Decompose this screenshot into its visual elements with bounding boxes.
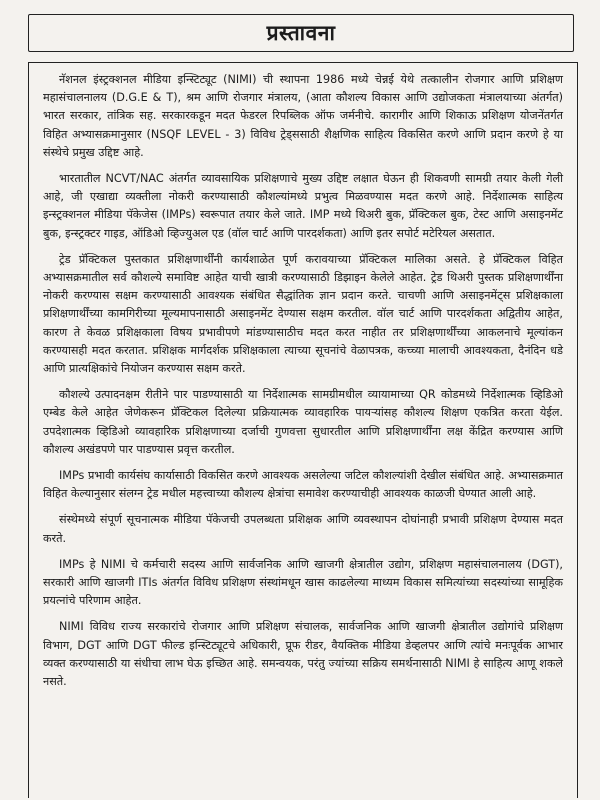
paragraph: IMPs हे NIMI चे कर्मचारी सदस्य आणि सार्वजनिक आणि खाजगी क्षेत्रातील उद्योग, प्रशिक्षण महासंचालनालय (DGT), सरकारी आणि खाजगी ITIs अंतर्गत विविध प्रशिक्षण संस्थांमधून खास काढलेल्या माध्यम विकास समित्यांच्या सदस्यांच्या सामूहिक प्रयत्नांचे परिणाम आहेत. bbox=[43, 557, 563, 608]
paragraph: ट्रेड प्रॅक्टिकल पुस्तकात प्रशिक्षणार्थींनी कार्यशाळेत पूर्ण करावयाच्या प्रॅक्टिकल मालिका असते. हे प्रॅक्टिकल विहित अभ्यासक्रमातील सर्व कौशल्ये समाविष्ट आहेत याची खात्री करण्यासाठी डिझाइन केलेले आहेत. ट्रेड थिअरी पुस्तक प्रशिक्षणार्थींना नोकरी करण्यास सक्षम करण्यासाठी आवश्यक संबंधित सैद्धांतिक ज्ञान प्रदान करते. चाचणी आणि असाइनमेंट्स प्रशिक्षकाला प्रशिक्षणार्थींच्या कामगिरीच्या मूल्यमापनासाठी असाइनमेंट देण्यास सक्षम करतील. वॉल चार्ट आणि पारदर्शकता अद्वितीय आहेत, कारण ते केवळ प्रशिक्षकाला विषय प्रभावीपणे मांडण्यासाठीच मदत करत नाहीत तर प्रशिक्षणार्थींच्या आकलनाचे मूल्यांकन करण्यासही मदत करतात. प्रशिक्षक मार्गदर्शक प्रशिक्षकाला त्याच्या सूचनांचे वेळापत्रक, कच्च्या मालाची आवश्यकता, दैनंदिन धडे आणि प्रात्यक्षिकांचे नियोजन करण्यास सक्षम करते. bbox=[43, 252, 563, 376]
paragraph: IMPs प्रभावी कार्यसंघ कार्यासाठी विकसित करणे आवश्यक असलेल्या जटिल कौशल्यांशी देखील संबंधित आहे. अभ्यासक्रमात विहित केल्यानुसार संलग्न ट्रेड मधील महत्त्वाच्या कौशल्य क्षेत्रांचा समावेश करण्याचीही आवश्यक काळजी घेण्यात आली आहे. bbox=[43, 469, 563, 501]
paragraph: कौशल्ये उत्पादनक्षम रीतीने पार पाडण्यासाठी या निर्देशात्मक सामग्रीमधील व्यायामाच्या QR कोडमध्ये निर्देशात्मक व्हिडिओ एम्बेड केले आहेत जेणेकरून प्रॅक्टिकल दिलेल्या प्रक्रियात्मक व्यावहारिक पायऱ्यांसह कौशल्य शिक्षण एकत्रित करता येईल. उपदेशात्मक व्हिडिओ व्यावहारिक प्रशिक्षणाच्या दर्जाची गुणवत्ता सुधारतील आणि प्रशिक्षणार्थींना लक्ष केंद्रित करण्यास आणि कौशल्य अखंडपणे पार पाडण्यास प्रवृत्त करतील. bbox=[43, 388, 563, 456]
page-title: प्रस्तावना bbox=[266, 21, 336, 45]
title-box bbox=[28, 14, 574, 52]
paragraph: NIMI विविध राज्य सरकारांचे रोजगार आणि प्रशिक्षण संचालक, सार्वजनिक आणि खाजगी क्षेत्रातील उद्योगांचे प्रशिक्षण विभाग, DGT आणि DGT फील्ड इन्स्टिट्यूटचे अधिकारी, प्रूफ रीडर, वैयक्तिक मीडिया डेव्हलपर आणि त्यांचे मनःपूर्वक आभार व्यक्त करण्यासाठी या संधीचा लाभ घेऊ इच्छित आहे. समन्वयक, परंतु ज्यांच्या सक्रिय समर्थनासाठी NIMI हे साहित्य आणू शकले नसते. bbox=[43, 620, 563, 689]
preface-body bbox=[28, 62, 578, 798]
paragraph: भारतातील NCVT/NAC अंतर्गत व्यावसायिक प्रशिक्षणाचे मुख्य उद्दिष्ट लक्षात घेऊन ही शिकवणी सामग्री तयार केली गेली आहे, जी एखाद्या व्यक्तीला नोकरी करण्यासाठी कौशल्यांमध्ये प्रभुत्व मिळवण्यास मदत करणे आहे. निर्देशात्मक साहित्य इन्स्ट्रक्शनल मीडिया पॅकेजेस (IMPs) स्वरूपात तयार केले जाते. IMP मध्ये थिअरी बुक, प्रॅक्टिकल बुक, टेस्ट आणि असाइनमेंट बुक, इन्स्ट्रक्टर गाइड, ऑडिओ व्हिज्युअल एड (वॉल चार्ट आणि पारदर्शकता) आणि इतर सपोर्ट मटेरियल असतात. bbox=[43, 172, 563, 240]
paragraph: संस्थेमध्ये संपूर्ण सूचनात्मक मीडिया पॅकेजची उपलब्धता प्रशिक्षक आणि व्यवस्थापन दोघांनाही प्रभावी प्रशिक्षण देण्यास मदत करते. bbox=[43, 513, 563, 545]
paragraph: नॅशनल इंस्ट्रक्शनल मीडिया इन्स्टिट्यूट (NIMI) ची स्थापना 1986 मध्ये चेन्नई येथे तत्कालीन रोजगार आणि प्रशिक्षण महासंचालनालय (D.G.E & T), श्रम आणि रोजगार मंत्रालय, (आता कौशल्य विकास आणि उद्योजकता मंत्रालयाच्या अंतर्गत) भारत सरकार, तांत्रिक सह. सरकारकडून मदत फेडरल रिपब्लिक ऑफ जर्मनीचे. कारागीर आणि शिकाऊ प्रशिक्षण योजनेंतर्गत विहित अभ्यासक्रमानुसार (NSQF LEVEL - 3) विविध ट्रेड्ससाठी शैक्षणिक साहित्य विकसित करणे आणि प्रदान करणे हे या संस्थेचे प्रमुख उद्दिष्ट आहे. bbox=[43, 73, 563, 159]
